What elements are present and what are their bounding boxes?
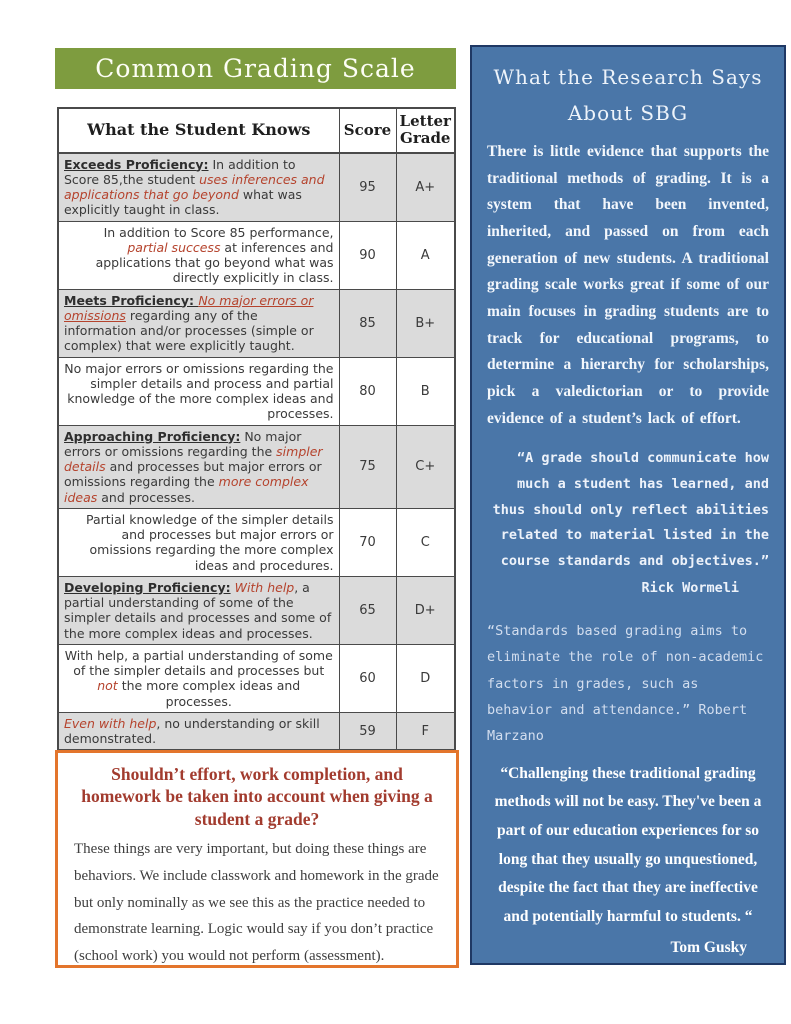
- score-cell: 59: [339, 712, 396, 750]
- table-row: [58, 221, 455, 289]
- table-row: [58, 712, 455, 750]
- letter-grade-cell: C+: [396, 425, 455, 508]
- knowledge-cell: Exceeds Proficiency: In addition to Score 85,the student uses inferences and applications that go beyond what was explicitly taught in class.: [58, 153, 339, 222]
- quote-marzano-author: Robert Marzano: [487, 702, 748, 745]
- table-row: [58, 357, 455, 425]
- column-header-letter-grade: Letter Grade: [396, 108, 455, 153]
- research-panel-title: [487, 59, 769, 131]
- letter-grade-cell: A: [396, 221, 455, 289]
- score-cell: 70: [339, 508, 396, 576]
- research-panel: [470, 45, 786, 965]
- score-cell: 95: [339, 153, 396, 222]
- table-row: [58, 425, 455, 508]
- knowledge-cell: Partial knowledge of the simpler details and processes but major errors or omissions regarding the more complex ideas and procedures.: [58, 508, 339, 576]
- table-row: [58, 508, 455, 576]
- letter-grade-cell: A+: [396, 153, 455, 222]
- column-header-knowledge: What the Student Knows: [58, 108, 339, 153]
- letter-grade-cell: D+: [396, 576, 455, 644]
- score-cell: 60: [339, 644, 396, 712]
- quote-wormeli-author: Rick Wormeli: [641, 580, 739, 597]
- research-title-line1: What the Research Says: [493, 65, 763, 89]
- table-header-row: [58, 108, 455, 153]
- letter-grade-cell: D: [396, 644, 455, 712]
- knowledge-cell: No major errors or omissions regarding the simpler details and process and partial knowledge of the more complex ideas and processes.: [58, 357, 339, 425]
- callout-answer: These things are very important, but doing these things are behaviors. We include classwork and homework in the grade but only nominally as we see this as the practice needed to demonstrate learning. Logic would say if you don’t practice (school work) you would not perform (assessment).: [74, 841, 439, 964]
- score-cell: 65: [339, 576, 396, 644]
- quote-gusky: [487, 760, 769, 963]
- research-title-line2: About SBG: [567, 101, 689, 125]
- knowledge-cell: Developing Proficiency: With help, a partial understanding of some of the simpler details and processes and some of the more complex ideas and processes.: [58, 576, 339, 644]
- knowledge-cell: In addition to Score 85 performance, partial success at inferences and applications that go beyond what was directly explicitly in class.: [58, 221, 339, 289]
- score-cell: 90: [339, 221, 396, 289]
- knowledge-cell: Even with help, no understanding or skill demonstrated.: [58, 712, 339, 750]
- quote-marzano: [487, 618, 769, 750]
- column-header-score: Score: [339, 108, 396, 153]
- letter-grade-cell: B+: [396, 289, 455, 357]
- letter-grade-cell: B: [396, 357, 455, 425]
- knowledge-cell: With help, a partial understanding of some of the simpler details and processes but not the more complex ideas and processes.: [58, 644, 339, 712]
- knowledge-cell: Approaching Proficiency: No major errors or omissions regarding the simpler details and processes but major errors or omissions regarding the more complex ideas and processes.: [58, 425, 339, 508]
- research-intro-paragraph: There is little evidence that supports the traditional methods of grading. It is a system that have been invented, inherited, and passed on from each generation of new students. A traditional grading scale works great if some of our main focuses in grading students are to track for educational programs, to determine a hierarchy for scholarships, pick a valedictorian or to provide evidence of a student’s lack of effort.: [487, 143, 769, 427]
- callout-question: Shouldn’t effort, work completion, and homework be taken into account when giving a student a grade?: [81, 764, 433, 829]
- quote-gusky-author: Tom Gusky: [670, 938, 747, 956]
- grading-table: [57, 107, 456, 751]
- score-cell: 85: [339, 289, 396, 357]
- score-cell: 80: [339, 357, 396, 425]
- table-row: [58, 576, 455, 644]
- grading-scale-header: [55, 48, 456, 89]
- page-title: Common Grading Scale: [95, 54, 416, 83]
- effort-question-callout: [55, 750, 459, 968]
- letter-grade-cell: F: [396, 712, 455, 750]
- table-row: [58, 644, 455, 712]
- knowledge-cell: Meets Proficiency: No major errors or omissions regarding any of the information and/or processes (simple or complex) that were explicitly taught.: [58, 289, 339, 357]
- letter-grade-cell: C: [396, 508, 455, 576]
- quote-gusky-text: “Challenging these traditional grading methods will not be easy. They've been a part of our education experiences for so long that they usually go unquestioned, despite the fact that they are ineffective and potentially harmful to students. “: [494, 764, 762, 925]
- score-cell: 75: [339, 425, 396, 508]
- grading-table-body: [58, 153, 455, 751]
- quote-marzano-text: “Standards based grading aims to eliminate the role of non-academic factors in grades, such as behavior and attendance.”: [487, 623, 764, 718]
- table-row: [58, 153, 455, 222]
- quote-wormeli: [487, 446, 769, 602]
- quote-wormeli-text: “A grade should communicate how much a student has learned, and thus should only reflect abilities related to material listed in the course standards and objectives.”: [492, 450, 769, 569]
- table-row: [58, 289, 455, 357]
